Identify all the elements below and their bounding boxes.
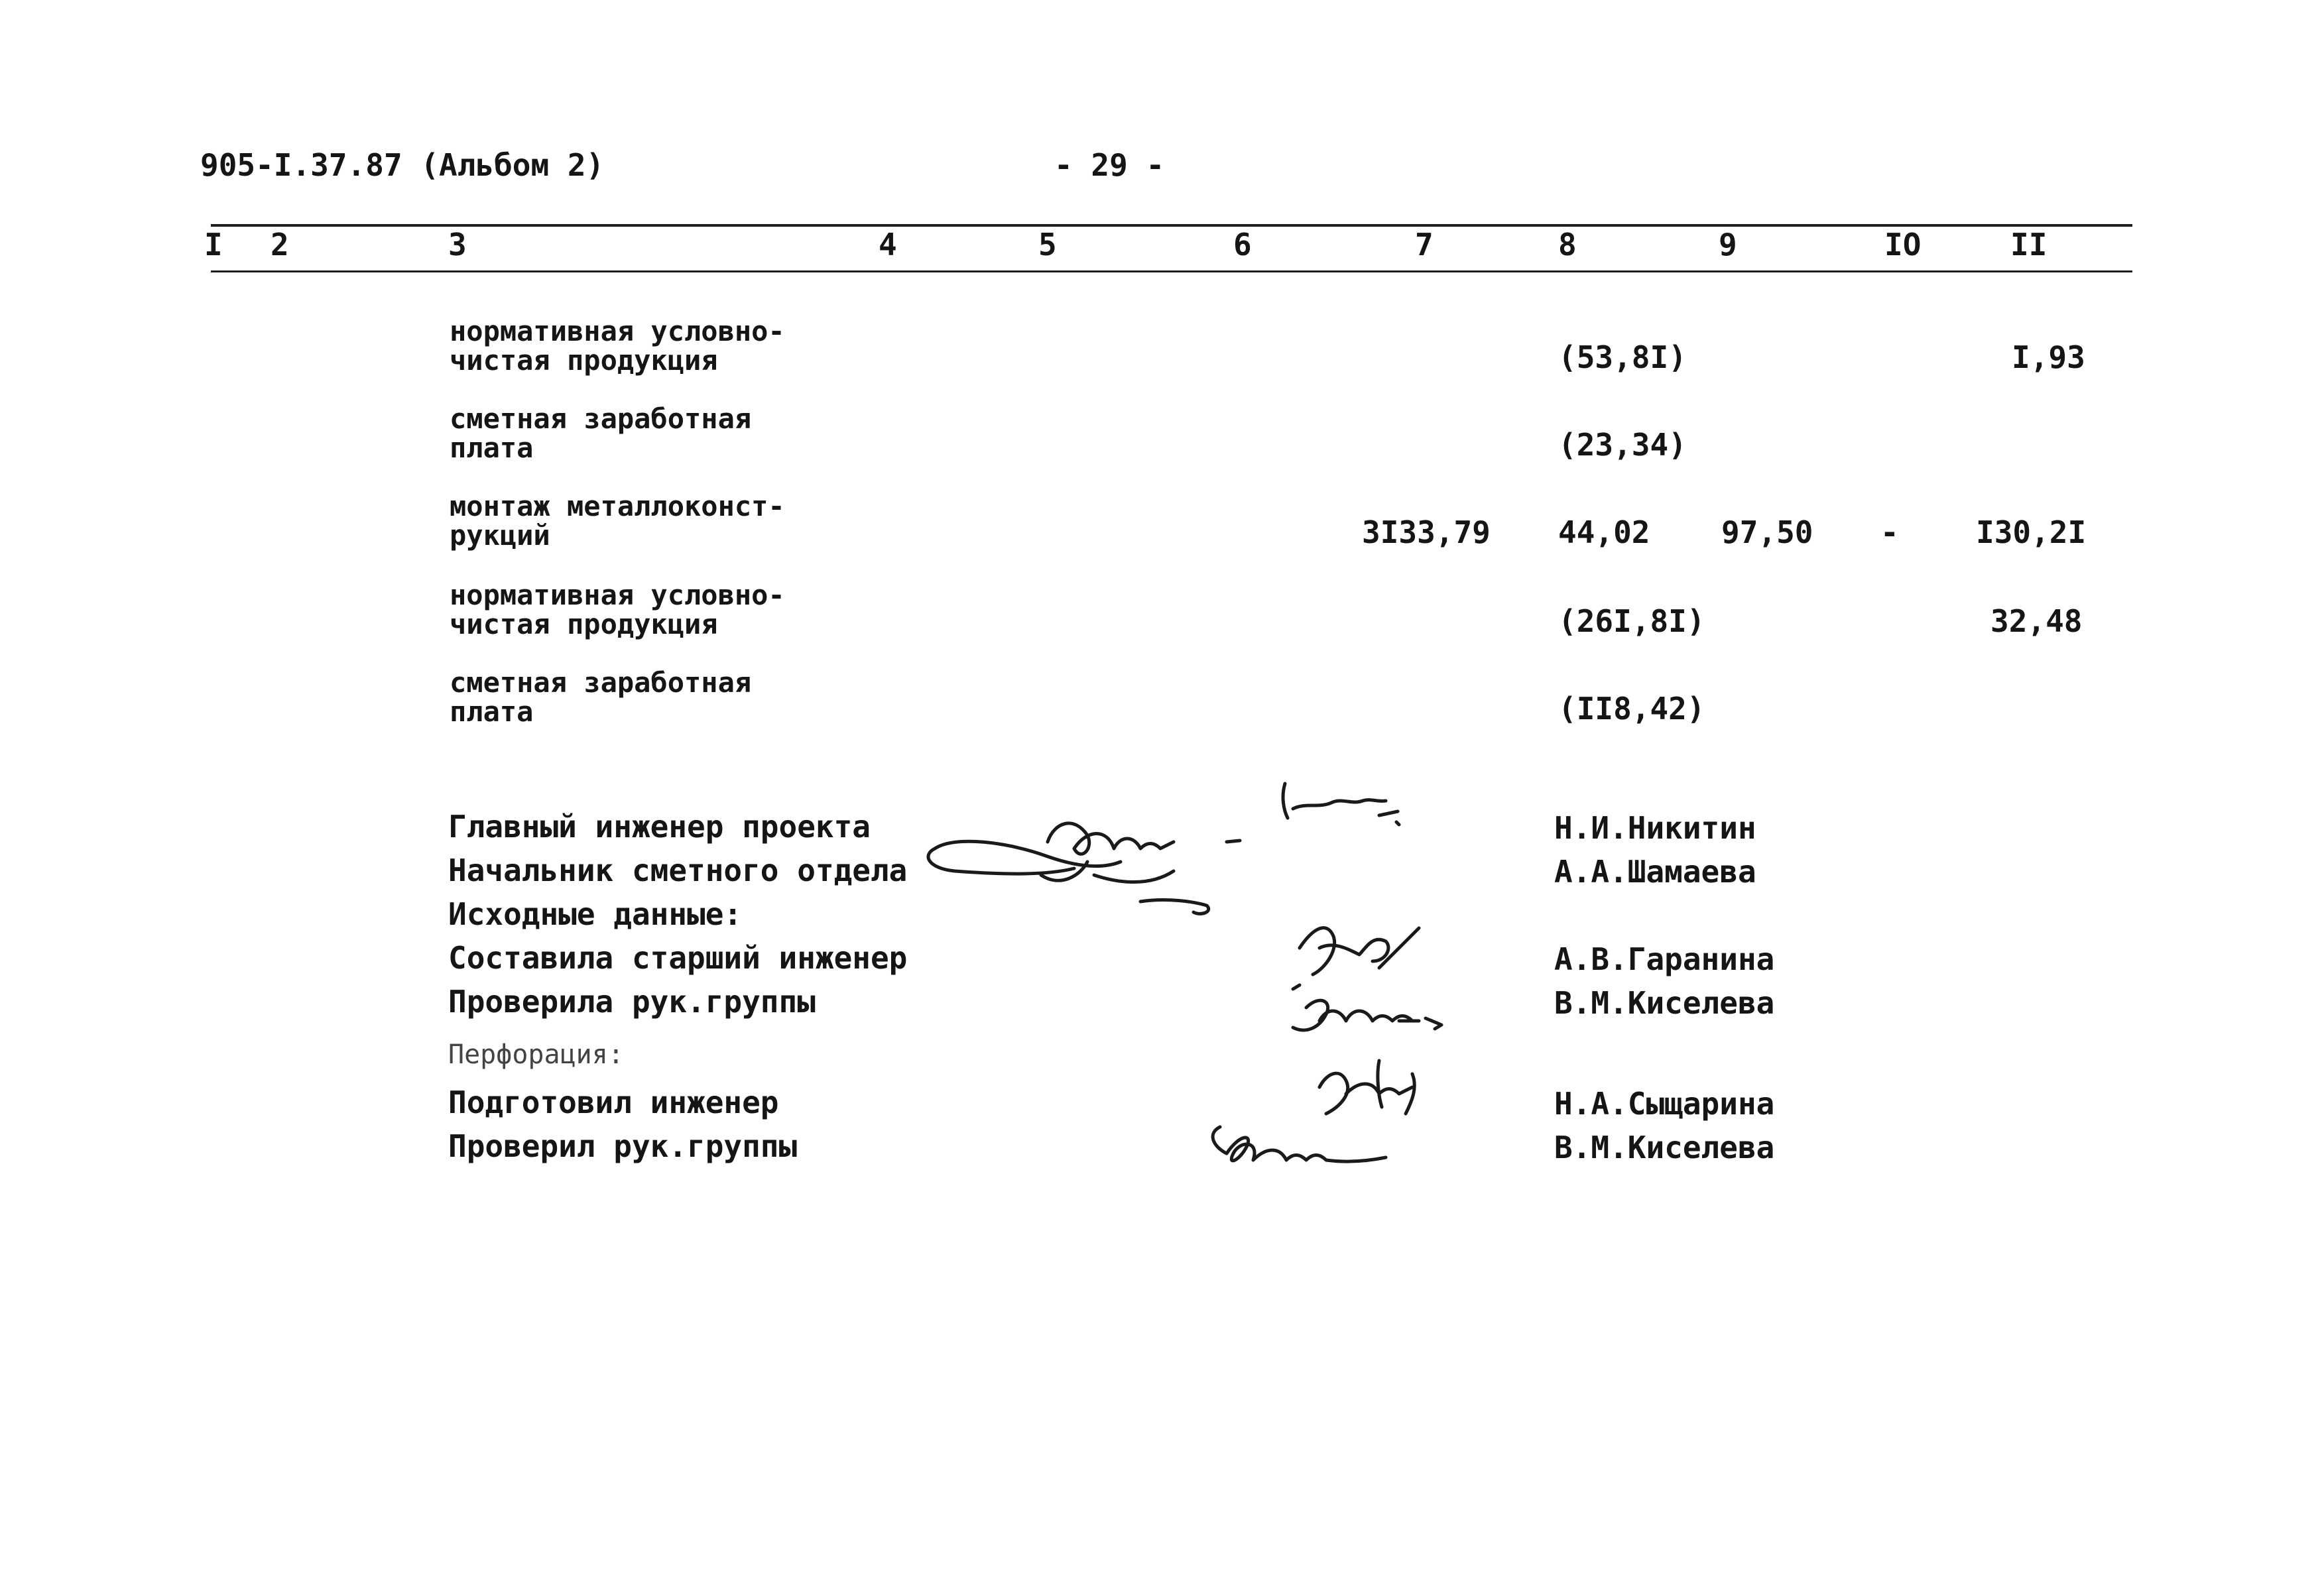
row2-col8-value: (23,34) (1558, 427, 1687, 463)
handwritten-signatures (922, 769, 1518, 1193)
label-line-1: монтаж металлоконст- (450, 490, 785, 522)
row3-col8-value: 44,02 (1558, 514, 1650, 550)
column-number-5: 5 (1038, 227, 1057, 263)
signature-role: Перфорация: (448, 1039, 624, 1070)
table-header-rule (211, 270, 2132, 272)
page-number: - 29 - (1054, 147, 1165, 183)
signature-role: Начальник сметного отдела (448, 852, 908, 888)
signature-role: Проверила рук.группы (448, 984, 816, 1020)
column-number-10: IO (1884, 227, 1922, 263)
label-line-2: рукций (450, 519, 550, 552)
signature-role: Исходные данные: (448, 896, 743, 932)
document-code: 905-I.37.87 (Альбом 2) (200, 147, 605, 183)
column-number-6: 6 (1233, 227, 1252, 263)
column-number-2: 2 (271, 227, 289, 263)
table-row-label (450, 317, 785, 375)
signature-role: Главный инженер проекта (448, 809, 871, 845)
signature-role: Подготовил инженер (448, 1085, 779, 1120)
row5-col8-value: (II8,42) (1558, 691, 1705, 727)
row1-col8-value: (53,8I) (1558, 339, 1687, 375)
signatory-name: В.М.Киселева (1554, 1130, 1775, 1165)
column-number-11: II (2010, 227, 2048, 263)
row3-col9-value: 97,50 (1721, 514, 1813, 550)
label-line-2: плата (450, 695, 534, 728)
label-line-2: чистая продукция (450, 344, 718, 377)
signatory-name: В.М.Киселева (1554, 985, 1775, 1021)
table-top-rule (211, 224, 2132, 227)
table-row-label (450, 492, 785, 550)
label-line-2: чистая продукция (450, 608, 718, 640)
label-line-1: сметная заработная (450, 666, 752, 699)
signatory-name: Н.И.Никитин (1554, 810, 1756, 846)
table-row-label (450, 668, 751, 727)
row1-col11-value: I,93 (2012, 339, 2085, 375)
column-number-7: 7 (1415, 227, 1434, 263)
column-number-9: 9 (1719, 227, 1737, 263)
signatory-name: А.В.Гаранина (1554, 941, 1775, 977)
column-number-8: 8 (1558, 227, 1577, 263)
signature-role: Составила старший инженер (448, 940, 908, 976)
label-line-1: нормативная условно- (450, 315, 785, 347)
column-number-4: 4 (879, 227, 897, 263)
row4-col8-value: (26I,8I) (1558, 603, 1705, 639)
label-line-2: плата (450, 432, 534, 464)
table-row-label (450, 581, 785, 639)
signatory-name: Н.А.Сыщарина (1554, 1086, 1775, 1122)
row3-col10-value: - (1880, 514, 1899, 550)
row3-col7-value: 3I33,79 (1362, 514, 1491, 550)
column-number-3: 3 (448, 227, 467, 263)
row4-col11-value: 32,48 (1990, 603, 2083, 639)
label-line-1: сметная заработная (450, 402, 752, 435)
column-number-1: I (204, 227, 223, 263)
label-line-1: нормативная условно- (450, 579, 785, 611)
row3-col11-value: I30,2I (1976, 514, 2087, 550)
signatory-name: А.А.Шамаева (1554, 854, 1756, 890)
signature-role: Проверил рук.группы (448, 1128, 798, 1164)
table-row-label (450, 404, 751, 463)
